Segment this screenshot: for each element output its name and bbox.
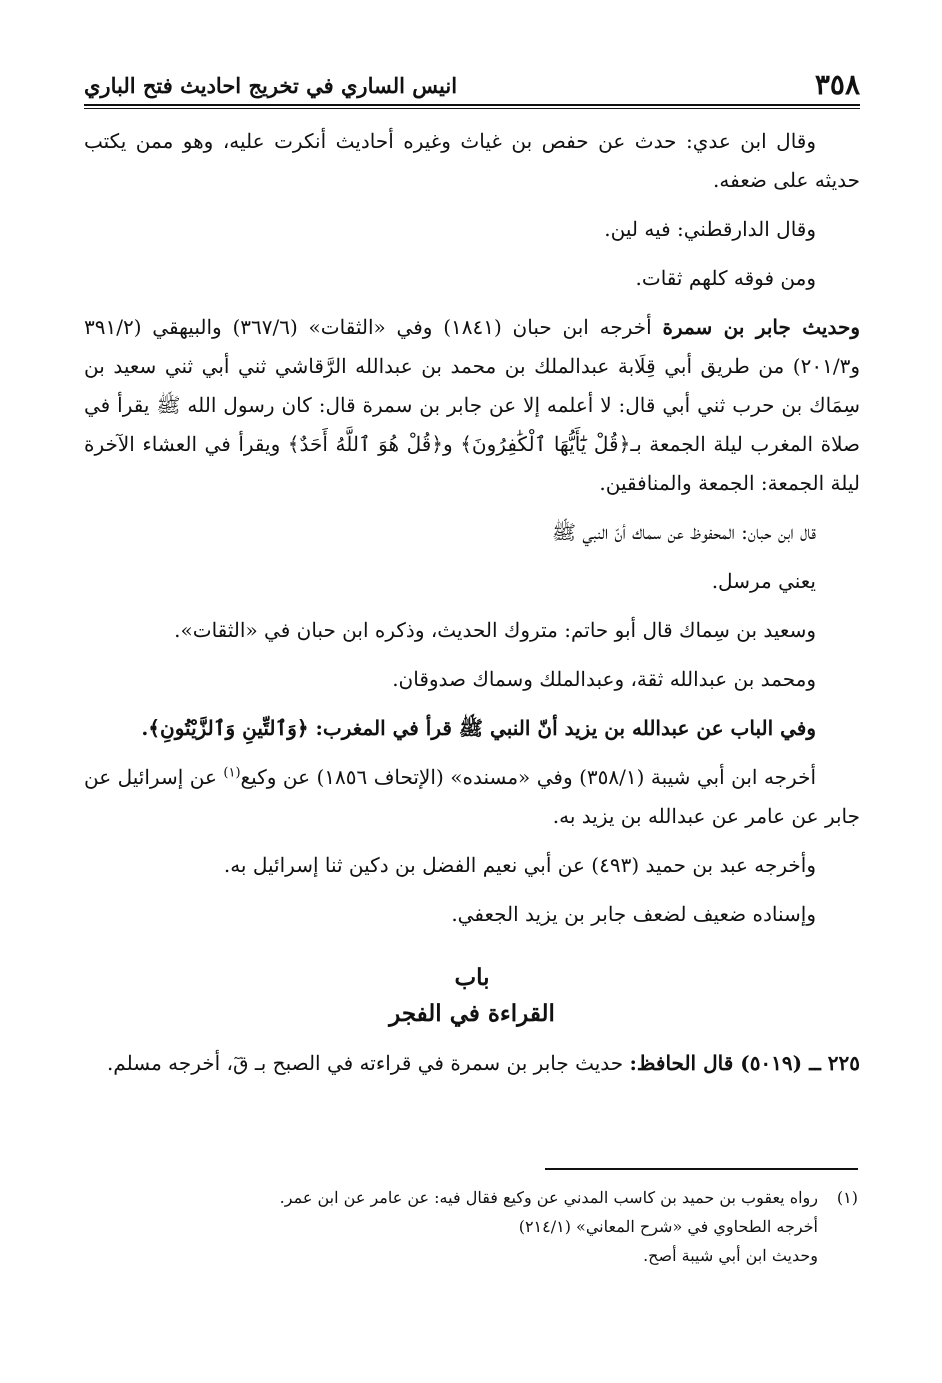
paragraph-mursal: يعني مرسل. — [711, 569, 816, 593]
main-text — [84, 122, 860, 1093]
paragraph-abd-bin-humaid: وأخرجه عبد بن حميد (٤٩٣) عن أبي نعيم الفضل بن دكين ثنا إسرائيل به. — [223, 853, 816, 877]
paragraph-fil-bab: وفي الباب عن عبدالله بن يزيد أنّ النبي ﷺ قرأ في المغرب: ﴿وَٱلتِّينِ وَٱلزَّيْتُونِ﴾. — [141, 716, 816, 740]
paragraph-ibn-hibban: قال ابن حبان: المحفوظ عن سماك أنّ النبي ﷺ — [551, 520, 816, 544]
paragraph-ibn-adi: وقال ابن عدي: حدث عن حفص بن غياث وغيره أحاديث أنكرت عليه، وهو ممن يكتب حديثه على ضعفه. — [84, 129, 860, 192]
page-number: ٣٥٨ — [814, 68, 860, 101]
footnote-1-number: (١) — [836, 1188, 858, 1207]
section-heading — [84, 960, 860, 1032]
footnotes — [190, 1183, 858, 1270]
section-heading-title: القراءة في الفجر — [389, 1000, 555, 1027]
jabir-hadith-text: أخرجه ابن حبان (١٨٤١) وفي «الثقات» (٣٦٧/٦) والبيهقي (٣٩١/٢ و٢٠١/٣) من طريق أبي قِلَابة عبدالملك بن محمد بن عبدالله الرَّقاشي ثني أبي ثني سعيد بن سِمَاك بن حرب ثني أبي قال: لا أعلمه إلا عن جابر بن سمرة قال: كان رسول الله ﷺ يقرأ في صلاة المغرب ليلة الجمعة بـ﴿قُلْ يَٰٓأَيُّهَا ٱلْكَٰفِرُونَ﴾ و﴿قُلْ هُوَ ٱللَّهُ أَحَدٌ﴾ ويقرأ في العشاء الآخرة ليلة الجمعة: الجمعة والمنافقين. — [84, 315, 861, 495]
ibn-abi-shaybah-text-cont: عن إسرائيل عن جابر عن عامر عن عبدالله بن يزيد به. — [84, 765, 860, 828]
jabir-hadith-lead: وحديث جابر بن سمرة — [662, 315, 860, 339]
entry-225-lead: ٢٢٥ ــ (٥٠١٩) قال الحافظ: — [629, 1051, 860, 1075]
entry-225 — [84, 1044, 860, 1083]
page-header — [84, 68, 860, 102]
section-heading-bab: باب — [454, 964, 490, 991]
paragraph-isnad-daif: وإسناده ضعيف لضعف جابر بن يزيد الجعفي. — [451, 902, 816, 926]
footnote-1-line-2: أخرجه الطحاوي في «شرح المعاني» (٢١٤/١) — [518, 1217, 818, 1236]
paragraph-muhammad-bin-abdullah: ومحمد بن عبدالله ثقة، وعبدالملك وسماك صدوقان. — [392, 667, 816, 691]
footnote-1-line-1: رواه يعقوب بن حميد بن كاسب المدني عن وكيع فقال فيه: عن عامر عن ابن عمر. — [279, 1188, 818, 1207]
footnote-1 — [190, 1183, 858, 1212]
footnote-ref-1[interactable]: (١) — [223, 765, 241, 781]
paragraph-daraqutni: وقال الدارقطني: فيه لين. — [604, 217, 816, 241]
paragraph-said-bin-simak: وسعيد بن سِماك قال أبو حاتم: متروك الحديث، وذكره ابن حبان في «الثقات». — [174, 618, 816, 642]
header-rule — [84, 104, 860, 109]
footnote-rule — [545, 1168, 858, 1170]
paragraph-jabir-hadith — [84, 308, 860, 503]
paragraph-ibn-abi-shaybah — [84, 758, 860, 836]
paragraph-thiqat: ومن فوقه كلهم ثقات. — [635, 266, 816, 290]
footnote-1-line-3: وحديث ابن أبي شيبة أصح. — [643, 1246, 818, 1265]
running-title: انيس الساري في تخريج احاديث فتح الباري — [84, 73, 458, 98]
ibn-abi-shaybah-text: أخرجه ابن أبي شيبة (٣٥٨/١) وفي «مسنده» (الإتحاف ١٨٥٦) عن وكيع — [240, 765, 816, 789]
entry-225-text: حديث جابر بن سمرة في قراءته في الصبح بـ قٓ، أخرجه مسلم. — [106, 1051, 630, 1075]
